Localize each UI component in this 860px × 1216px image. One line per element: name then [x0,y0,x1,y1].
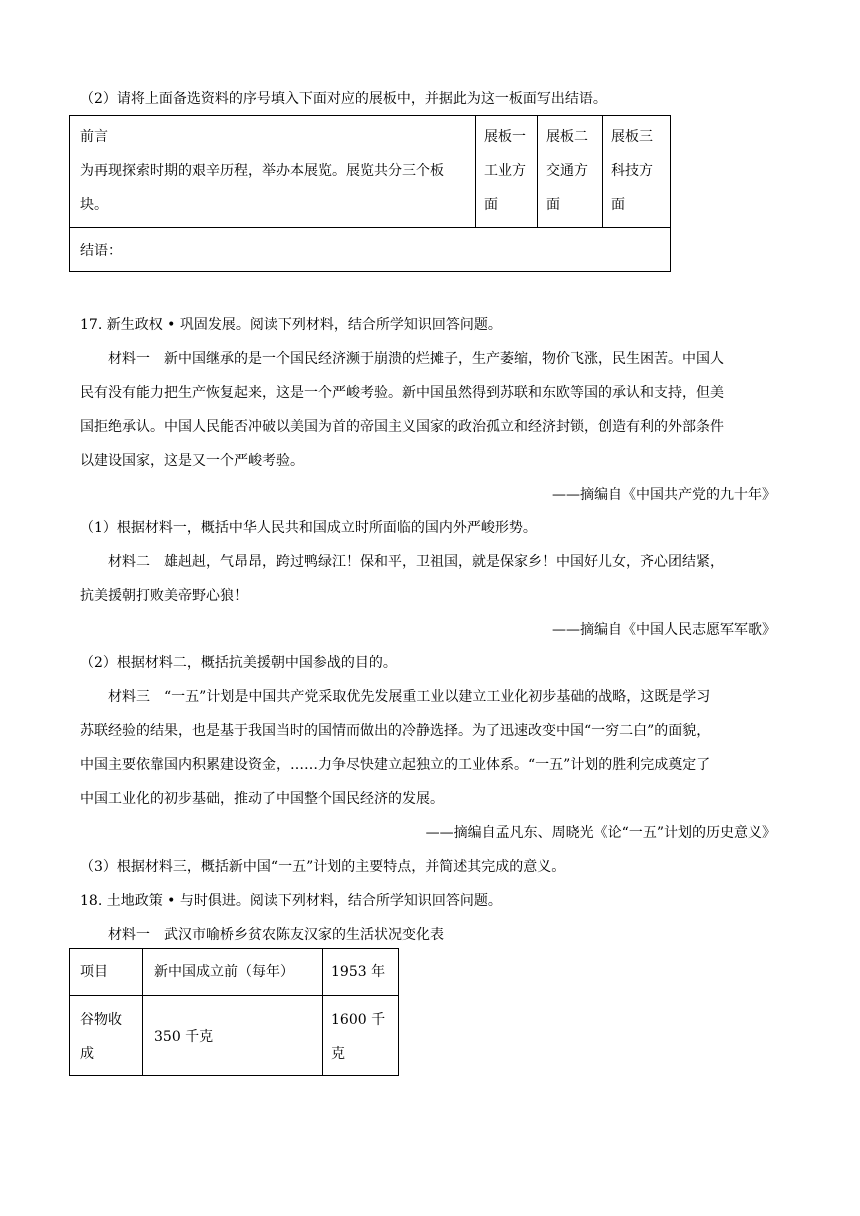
table-divider [70,995,398,996]
preface-line: 块。 [80,197,108,213]
question-text: （2）根据材料二，概括抗美援朝中国参战的目的。 [80,655,397,671]
q17-title: 17. 新生政权 • 巩固发展。阅读下列材料，结合所学知识回答问题。 [80,317,502,333]
board1-label: 工业方 [484,163,526,179]
table-header: 项目 [80,964,108,980]
material-line: 材料三 “一五”计划是中国共产党采取优先发展重工业以建立工业化初步基础的战略，这既是学习 [108,689,711,705]
table-divider [70,227,670,228]
board2-label: 交通方 [546,163,588,179]
living-conditions-table [69,948,399,1076]
table-cell: 350 千克 [154,1029,214,1045]
conclusion-label: 结语： [80,243,122,259]
source-citation: ——摘编自《中国共产党的九十年》 [552,487,776,503]
preface-title: 前言 [80,129,108,145]
preface-line: 为再现探索时期的艰辛历程，举办本展览。展览共分三个板 [80,163,444,179]
material-line: 中国工业化的初步基础，推动了中国整个国民经济的发展。 [80,791,444,807]
material-line: 中国主要依靠国内积累建设资金，……力争尽快建立起独立的工业体系。“一五”计划的胜利完成奠定了 [80,757,711,773]
table-cell: 克 [331,1046,345,1062]
table-divider [537,116,538,227]
question-text: （3）根据材料三，概括新中国“一五”计划的主要特点，并简述其完成的意义。 [80,859,566,875]
question-text: （1）根据材料一，概括中华人民共和国成立时所面临的国内外严峻形势。 [80,520,537,536]
material-line: 国拒绝承认。中国人民能否冲破以美国为首的帝国主义国家的政治孤立和经济封锁，创造有利的外部条件 [80,419,724,435]
material-line: 苏联经验的结果，也是基于我国当时的国情而做出的冷静选择。为了迅速改变中国“一穷二白”的面貌， [80,723,711,739]
board1-label: 展板一 [484,129,526,145]
table-cell: 1600 千 [331,1012,386,1028]
material-caption: 材料一 武汉市喻桥乡贫农陈友汉家的生活状况变化表 [108,927,444,943]
table-divider [322,949,323,1075]
table-header: 新中国成立前（每年） [154,964,294,980]
table-divider [475,116,476,227]
board3-label: 科技方 [611,163,653,179]
board3-label: 面 [611,197,625,213]
table-header: 1953 年 [331,964,386,980]
q18-title: 18. 土地政策 • 与时俱进。阅读下列材料，结合所学知识回答问题。 [80,893,502,909]
source-citation: ——摘编自孟凡东、周晓光《论“一五”计划的历史意义》 [425,825,776,841]
material-line: 抗美援朝打败美帝野心狼！ [80,588,248,604]
material-line: 材料一 新中国继承的是一个国民经济濒于崩溃的烂摊子，生产萎缩，物价飞涨，民生困苦。中国人 [108,351,724,367]
table-divider [142,949,143,1075]
exhibition-table [69,115,671,272]
board2-label: 面 [546,197,560,213]
source-citation: ——摘编自《中国人民志愿军军歌》 [552,622,776,638]
material-line: 材料二 雄赳赳，气昂昂，跨过鸭绿江！保和平，卫祖国，就是保家乡！中国好儿女，齐心团结紧， [108,554,724,570]
board1-label: 面 [484,197,498,213]
material-line: 民有没有能力把生产恢复起来，这是一个严峻考验。新中国虽然得到苏联和东欧等国的承认和支持，但美 [80,385,724,401]
material-line: 以建设国家，这是又一个严峻考验。 [80,453,304,469]
table-divider [602,116,603,227]
board2-label: 展板二 [546,129,588,145]
table-cell: 成 [80,1046,94,1062]
q16-sub2-text: （2）请将上面备选资料的序号填入下面对应的展板中，并据此为这一板面写出结语。 [80,91,607,107]
board3-label: 展板三 [611,129,653,145]
table-cell: 谷物收 [80,1012,122,1028]
